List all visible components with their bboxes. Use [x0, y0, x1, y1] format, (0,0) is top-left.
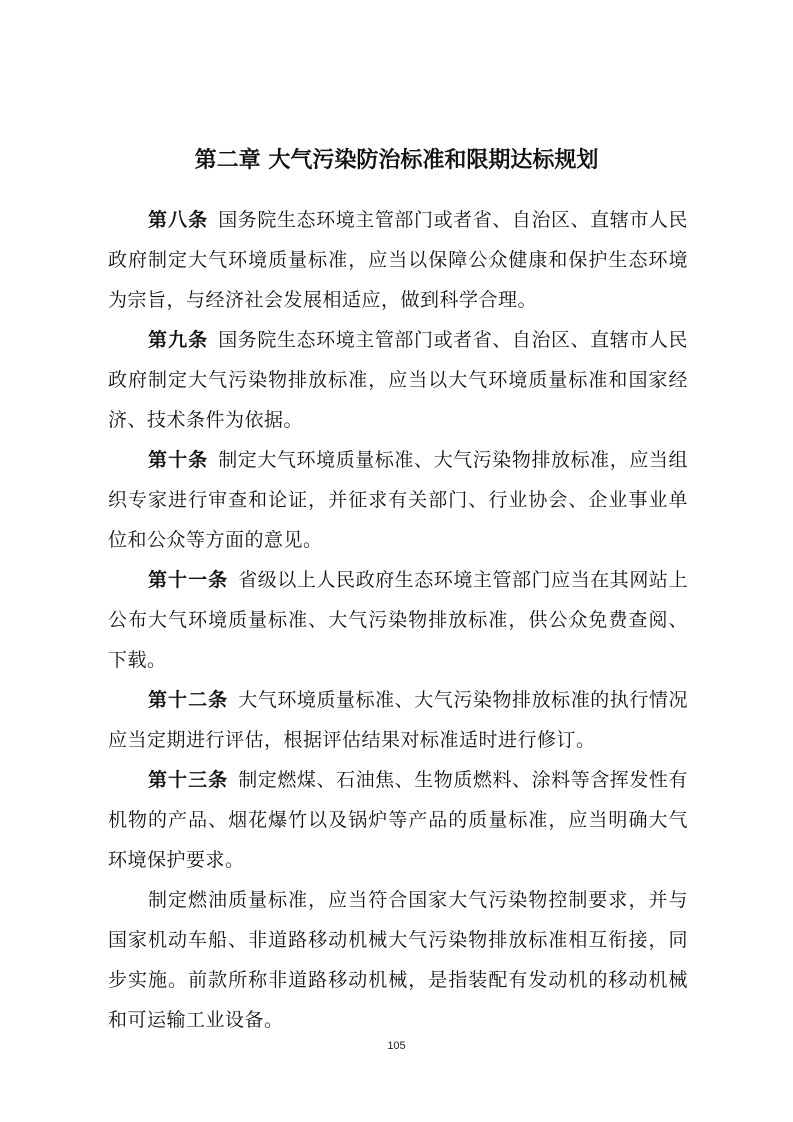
article-text: 省级以上人民政府生态环境主管部门应当在其网站上公布大气环境质量标准、大气污染物排放标准，供公众免费查阅、下载。 — [108, 569, 688, 671]
article-10 — [108, 440, 688, 560]
article-11 — [108, 560, 688, 680]
article-number: 第十二条 — [148, 689, 229, 711]
article-number: 第十三条 — [148, 769, 229, 791]
article-number: 第八条 — [148, 209, 209, 231]
article-13 — [108, 760, 688, 880]
page-number: 105 — [387, 1040, 406, 1052]
article-text: 制定大气环境质量标准、大气污染物排放标准，应当组织专家进行审查和论证，并征求有关部门、行业协会、企业事业单位和公众等方面的意见。 — [108, 449, 688, 551]
article-number: 第十一条 — [148, 569, 229, 591]
article-text: 大气环境质量标准、大气污染物排放标准的执行情况应当定期进行评估，根据评估结果对标准适时进行修订。 — [108, 689, 688, 751]
article-number: 第十条 — [148, 449, 209, 471]
document-body — [108, 200, 688, 1040]
article-text: 国务院生态环境主管部门或者省、自治区、直辖市人民政府制定大气环境质量标准，应当以保障公众健康和保护生态环境为宗旨，与经济社会发展相适应，做到科学合理。 — [108, 209, 688, 311]
article-number: 第九条 — [148, 329, 209, 351]
article-13-continuation: 制定燃油质量标准，应当符合国家大气污染物控制要求，并与国家机动车船、非道路移动机械大气污染物排放标准相互衔接，同步实施。前款所称非道路移动机械，是指装配有发动机的移动机械和可运输工业设备。 — [108, 889, 688, 1031]
article-text: 制定燃煤、石油焦、生物质燃料、涂料等含挥发性有机物的产品、烟花爆竹以及锅炉等产品的质量标准，应当明确大气环境保护要求。 — [108, 769, 688, 871]
chapter-title: 第二章 大气污染防治标准和限期达标规划 — [194, 148, 599, 173]
article-8 — [108, 200, 688, 320]
article-12 — [108, 680, 688, 760]
article-text: 国务院生态环境主管部门或者省、自治区、直辖市人民政府制定大气污染物排放标准，应当以大气环境质量标准和国家经济、技术条件为依据。 — [108, 329, 688, 431]
article-9 — [108, 320, 688, 440]
